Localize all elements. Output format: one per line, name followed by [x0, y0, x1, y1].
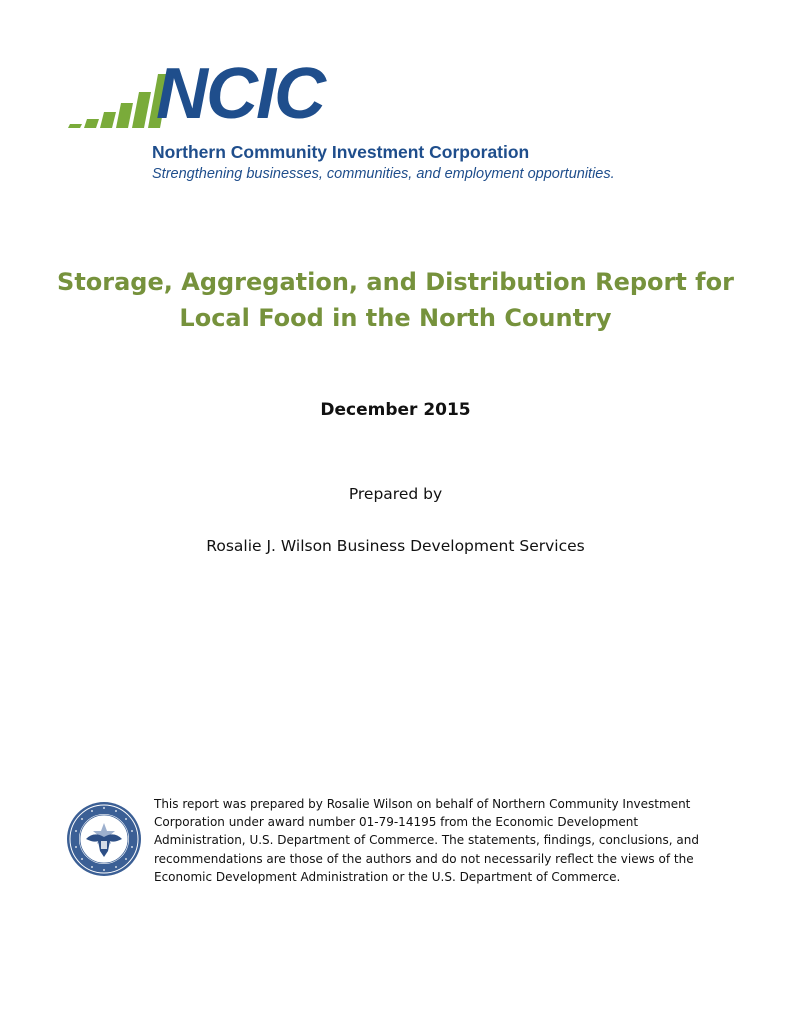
report-title-line-1: Storage, Aggregation, and Distribution Report for [57, 268, 734, 296]
organization-tagline: Strengthening businesses, communities, and employment opportunities. [152, 166, 615, 182]
funding-disclaimer [154, 795, 734, 886]
preparer-name: Rosalie J. Wilson Business Development Services [206, 537, 585, 555]
ncic-logo-wordmark: NCIC [156, 54, 324, 134]
disclaimer-line-3: Administration, U.S. Department of Commerce. The statements, findings, conclusions, and [154, 833, 699, 848]
organization-name: Northern Community Investment Corporation [152, 142, 530, 162]
report-title [0, 264, 791, 336]
disclaimer-line-1: This report was prepared by Rosalie Wilson on behalf of Northern Community Investment [154, 797, 691, 811]
us-department-of-commerce-seal-icon [66, 801, 142, 877]
report-title-line-2: Local Food in the North Country [179, 304, 612, 332]
disclaimer-line-4: recommendations are those of the authors and do not necessarily reflect the views of the [154, 851, 694, 866]
ncic-logo [66, 54, 686, 192]
disclaimer-line-5: Economic Development Administration or the U.S. Department of Commerce. [154, 869, 621, 884]
disclaimer-line-2: Corporation under award number 01-79-14195 from the Economic Development [154, 815, 639, 830]
report-date: December 2015 [320, 400, 471, 420]
prepared-by-label: Prepared by [348, 485, 443, 503]
